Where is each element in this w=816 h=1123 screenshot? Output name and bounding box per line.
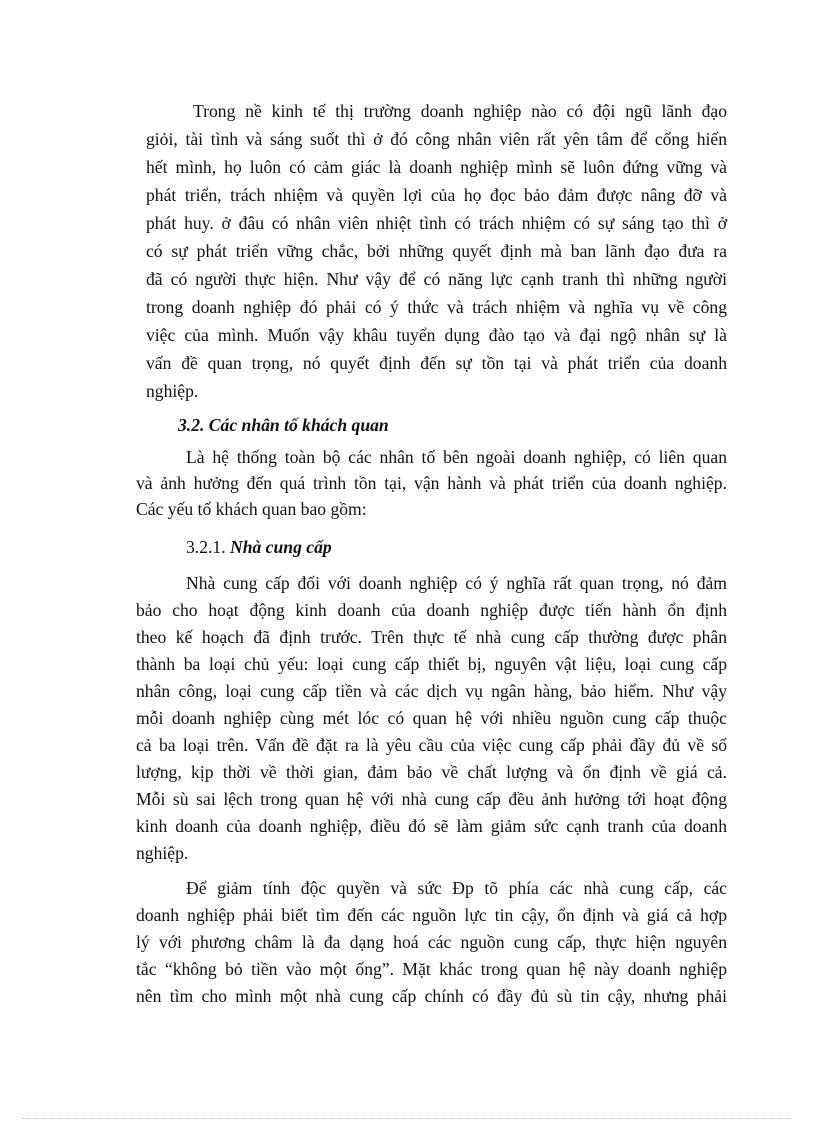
paragraph-3-line: lượng, kịp thời về thời gian, đảm bảo về chất lượng và ổn định về giá cả. (136, 762, 727, 782)
paragraph-4-line: lý với phương châm là đa dạng hoá các nguồn cung cấp, thực hiện nguyên (136, 932, 727, 952)
paragraph-1-line: vấn đề quan trọng, nó quyết định đến sự tồn tại và phát triển của doanh (146, 353, 727, 373)
paragraph-4-line: Để giảm tính độc quyền và sức Ðp tõ phía các nhà cung cấp, các (186, 878, 727, 898)
paragraph-2-line: Là hệ thống toàn bộ các nhân tố bên ngoài doanh nghiệp, có liên quan (186, 447, 727, 467)
paragraph-3-line: bảo cho hoạt động kinh doanh của doanh nghiệp được tiến hành ổn định (136, 600, 727, 620)
paragraph-3-line: Nhà cung cấp đối với doanh nghiệp có ý nghĩa rất quan trọng, nó đảm (186, 573, 727, 593)
paragraph-3-line: nhân công, loại cung cấp tiền và các dịch vụ ngân hàng, bảo hiểm. Như vậy (136, 681, 727, 701)
paragraph-1-line: phát huy. ở đâu có nhân viên nhiệt tình có trách nhiệm có sự sáng tạo thì ở (146, 213, 727, 233)
paragraph-3-line: kinh doanh của doanh nghiệp, điều đó sẽ làm giảm sức cạnh tranh của doanh (136, 816, 727, 836)
paragraph-3-line: mỗi doanh nghiệp cùng mét lóc có quan hệ với nhiều nguồn cung cấp thuộc (136, 708, 727, 728)
paragraph-1-line: việc của mình. Muốn vậy khâu tuyển dụng đào tạo và đại ngộ nhân sự là (146, 325, 727, 345)
paragraph-1-line: Trong nề kinh tế thị trường doanh nghiệp nào có đội ngũ lãnh đạo (193, 101, 727, 121)
heading-number: 3.2.1. (186, 537, 226, 557)
paragraph-4-line: tắc “không bỏ tiền vào một ống”. Mặt khác trong quan hệ này doanh nghiệp (136, 959, 727, 979)
section-heading-3-2: 3.2. Các nhân tố khách quan (178, 415, 389, 435)
paragraph-1-line: đã có người thực hiện. Như vậy để có năng lực cạnh tranh thì những người (146, 269, 727, 289)
page-bottom-divider (22, 1118, 792, 1119)
paragraph-3-line: thành ba loại chủ yếu: loại cung cấp thiết bị, nguyên vật liệu, loại cung cấp (136, 654, 727, 674)
paragraph-2-line: Các yếu tố khách quan bao gồm: (136, 499, 367, 519)
paragraph-2-line: và ảnh hưởng đến quá trình tồn tại, vận hành và phát triển của doanh nghiệp. (136, 473, 727, 493)
paragraph-3-line: Mỗi sù sai lệch trong quan hệ với nhà cung cấp đều ảnh hưởng tới hoạt động (136, 789, 727, 809)
paragraph-1-line: hết mình, họ luôn có cảm giác là doanh nghiệp mình sẽ luôn đứng vững và (146, 157, 727, 177)
paragraph-4-line: nên tìm cho mình một nhà cung cấp chính có đầy đủ sù tin cậy, nhưng phải (136, 986, 727, 1006)
paragraph-3-line: nghiệp. (136, 843, 189, 863)
paragraph-1-line: có sự phát triển vững chắc, bởi những quyết định mà ban lãnh đạo đưa ra (146, 241, 727, 261)
section-heading-3-2-1 (186, 536, 332, 558)
paragraph-1-line: phát triển, trách nhiệm và quyền lợi của họ đọc bảo đảm được nâng đỡ và (146, 185, 727, 205)
paragraph-1-line: nghiệp. (146, 381, 199, 401)
paragraph-3-line: cả ba loại trên. Vấn đề đặt ra là yêu cầu của việc cung cấp phải đầy đủ về số (136, 735, 727, 755)
paragraph-1-line: giỏi, tài tình và sáng suốt thì ở đó công nhân viên rất yên tâm để cống hiến (146, 129, 727, 149)
paragraph-1-line: trong doanh nghiệp đó phải có ý thức và trách nhiệm và nghĩa vụ về công (146, 297, 727, 317)
paragraph-4-line: doanh nghiệp phải biết tìm đến các nguồn lực tin cậy, ổn định và giá cả hợp (136, 905, 727, 925)
paragraph-3-line: theo kế hoạch đã định trước. Trên thực tế nhà cung cấp thường được phân (136, 627, 727, 647)
heading-title: Nhà cung cấp (230, 537, 332, 557)
